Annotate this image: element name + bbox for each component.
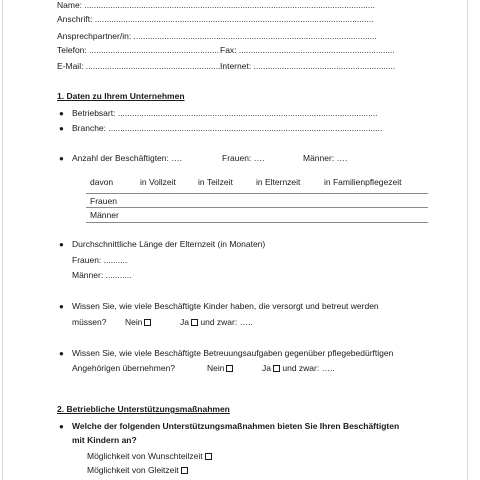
bullet-icon: ● bbox=[59, 154, 64, 163]
children-question: Wissen Sie, wie viele Beschäftigte Kinder haben, die versorgt und betreut werden bbox=[72, 301, 379, 311]
table-row-maenner: Männer bbox=[90, 210, 119, 220]
bullet-icon: ● bbox=[59, 349, 64, 358]
internet-field[interactable]: Internet: ............................................................ bbox=[220, 61, 396, 71]
branch-field[interactable]: Branche: .................................................................................................................... bbox=[72, 123, 383, 133]
parental-leave-label: Durchschnittliche Länge der Elternzeit (in Monaten) bbox=[72, 239, 266, 249]
page-left-edge bbox=[2, 0, 3, 480]
table-row-frauen: Frauen bbox=[90, 196, 117, 206]
care-no-label: Nein bbox=[207, 363, 225, 373]
table-header-vollzeit: in Vollzeit bbox=[140, 177, 176, 187]
employees-women-field[interactable]: Frauen: …. bbox=[222, 153, 265, 163]
option-wunschteilzeit[interactable] bbox=[87, 451, 212, 462]
industry-type-field[interactable]: Betriebsart: .............................................................................................................. bbox=[72, 108, 378, 118]
support-question-cont: mit Kindern an? bbox=[72, 435, 137, 445]
table-divider bbox=[86, 222, 428, 223]
bullet-icon: ● bbox=[59, 109, 64, 118]
table-divider bbox=[86, 207, 428, 208]
care-yes-label: Ja bbox=[262, 363, 271, 373]
phone-field[interactable]: Telefon: ....................................................... bbox=[57, 45, 220, 55]
section2-heading: 2. Betriebliche Unterstützungsmaßnahmen bbox=[57, 404, 230, 414]
care-yes-option[interactable] bbox=[262, 363, 335, 374]
bullet-icon: ● bbox=[59, 124, 64, 133]
option-label: Möglichkeit von Wunschteilzeit bbox=[87, 451, 203, 461]
bullet-icon: ● bbox=[59, 422, 64, 431]
employees-count-field[interactable]: Anzahl der Beschäftigten: …. bbox=[72, 153, 183, 163]
parental-leave-men-field[interactable]: Männer: ........... bbox=[72, 270, 132, 280]
parental-leave-women-field[interactable]: Frauen: .......... bbox=[72, 255, 128, 265]
table-header-familienpflegezeit: in Familienpflegezeit bbox=[324, 177, 402, 187]
table-header-teilzeit: in Teilzeit bbox=[198, 177, 233, 187]
page-right-edge bbox=[467, 0, 468, 480]
option-gleitzeit[interactable] bbox=[87, 465, 188, 476]
care-yes-suffix: und zwar: ….. bbox=[282, 363, 335, 373]
care-no-option[interactable] bbox=[207, 363, 233, 374]
children-no-label: Nein bbox=[125, 317, 143, 327]
bullet-icon: ● bbox=[59, 240, 64, 249]
checkbox-icon[interactable] bbox=[191, 319, 198, 326]
checkbox-icon[interactable] bbox=[273, 365, 280, 372]
children-yes-label: Ja bbox=[180, 317, 189, 327]
children-yes-suffix: und zwar: ….. bbox=[200, 317, 253, 327]
support-question: Welche der folgenden Unterstützungsmaßnahmen bieten Sie Ihren Beschäftigten bbox=[72, 421, 400, 431]
table-divider bbox=[86, 193, 428, 194]
checkbox-icon[interactable] bbox=[226, 365, 233, 372]
care-question: Wissen Sie, wie viele Beschäftigte Betreuungsaufgaben gegenüber pflegebedürftigen bbox=[72, 348, 394, 358]
address-field[interactable]: Anschrift: ...................................................................................................................... bbox=[57, 14, 374, 24]
children-no-option[interactable] bbox=[125, 317, 151, 328]
children-question-cont: müssen? bbox=[72, 317, 107, 327]
checkbox-icon[interactable] bbox=[205, 453, 212, 460]
children-yes-option[interactable] bbox=[180, 317, 253, 328]
table-header-elternzeit: in Elternzeit bbox=[256, 177, 301, 187]
section1-heading: 1. Daten zu Ihrem Unternehmen bbox=[57, 91, 185, 101]
email-field[interactable]: E-Mail: ......................................................... bbox=[57, 61, 221, 71]
care-question-cont: Angehörigen übernehmen? bbox=[72, 363, 176, 373]
bullet-icon: ● bbox=[59, 302, 64, 311]
table-header-davon: davon bbox=[90, 177, 114, 187]
contact-person-field[interactable]: Ansprechpartner/in: ....................................................................................................... bbox=[57, 31, 377, 41]
name-field[interactable]: Name: ........................................................................................................................... bbox=[57, 0, 375, 10]
fax-field[interactable]: Fax: .................................................................. bbox=[220, 45, 395, 55]
checkbox-icon[interactable] bbox=[181, 467, 188, 474]
option-label: Möglichkeit von Gleitzeit bbox=[87, 465, 179, 475]
checkbox-icon[interactable] bbox=[144, 319, 151, 326]
employees-men-field[interactable]: Männer: …. bbox=[303, 153, 348, 163]
